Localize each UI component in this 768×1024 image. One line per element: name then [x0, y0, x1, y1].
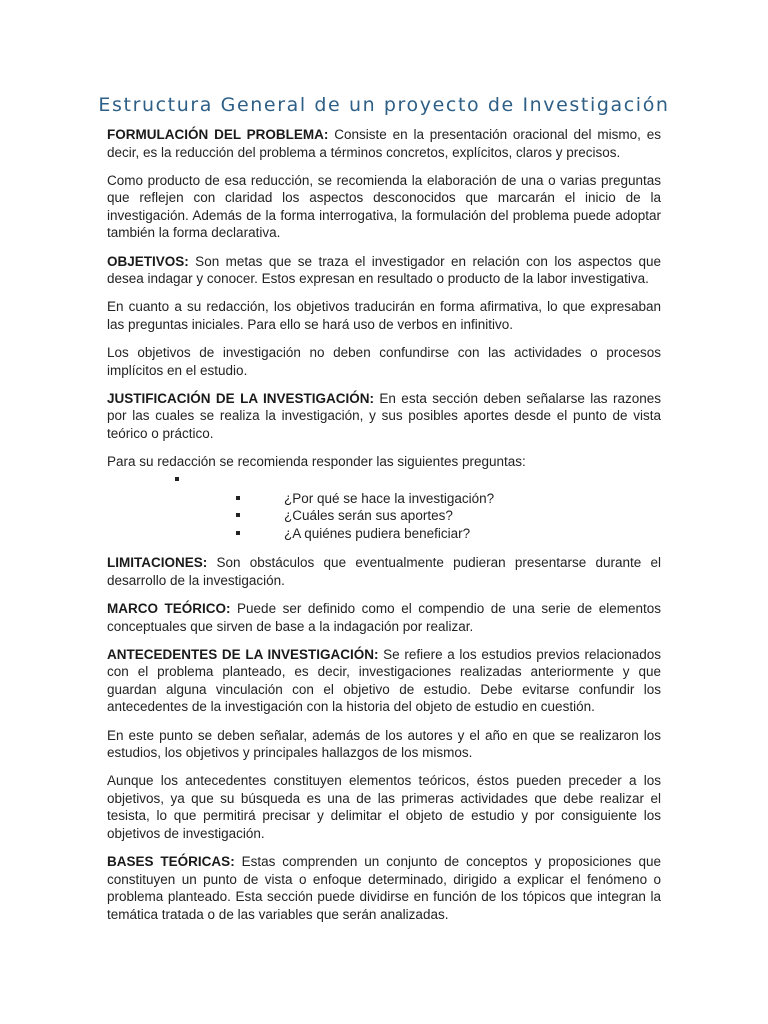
document-body [107, 126, 661, 934]
bullet-square-icon [175, 477, 179, 481]
paragraph-objetivos-2: En cuanto a su redacción, los objetivos traducirán en forma afirmativa, lo que expresaban las preguntas iniciales. Para ello se hará uso de verbos en infinitivo. [107, 299, 661, 332]
list-item [107, 490, 661, 508]
list-item [107, 525, 661, 543]
heading-limitaciones: LIMITACIONES: [107, 555, 208, 571]
text-justificacion: En esta sección deben señalarse las razones por las cuales se realiza la investigación, y sus posibles aportes desde el punto de vista teórico o práctico. [107, 390, 661, 441]
questions-list [107, 490, 661, 543]
text-objetivos: Son metas que se traza el investigador en relación con los aspectos que desea indagar y conocer. Estos expresan en resultado o producto de la labor investigativa. [107, 253, 661, 287]
paragraph-formulacion-2: Como producto de esa reducción, se recomienda la elaboración de una o varias preguntas que reflejen con claridad los aspectos desconocidos que marcarán el inicio de la investigación. Además de la forma interrogativa, la formulación del problema puede adoptar también la forma declarativa. [107, 172, 661, 241]
paragraph-justificacion [107, 390, 661, 443]
question-text: ¿Por qué se hace la investigación? [284, 490, 495, 506]
paragraph-objetivos-3: Los objetivos de investigación no deben confundirse con las actividades o procesos implícitos en el estudio. [107, 344, 661, 378]
empty-bullet [107, 473, 661, 490]
text-bases: Estas comprenden un conjunto de conceptos y proposiciones que constituyen un punto de vista o enfoque determinado, dirigido a explicar el fenómeno o problema planteado. Esta sección puede dividirse en función de los tópicos que integran la temática tratada o de las variables que serán analizadas. [107, 854, 661, 922]
paragraph-antecedentes-2: En este punto se deben señalar, además de los autores y el año en que se realizaron los estudios, los objetivos y principales hallazgos de los mismos. [107, 727, 661, 761]
question-text: ¿A quiénes pudiera beneficiar? [284, 525, 471, 541]
paragraph-antecedentes [107, 646, 661, 716]
bullet-square-icon [236, 531, 240, 535]
text-antecedentes: Se refiere a los estudios previos relacionados con el problema planteado, es decir, investigaciones realizadas anteriormente y que guardan alguna vinculación con el objetivo de estudio. Debe evitarse confundir los antecedentes de la investigación con la historia del objeto de estudio en cuestión. [107, 646, 661, 715]
heading-bases: BASES TEÓRICAS: [107, 854, 235, 870]
text-formulacion: Consiste en la presentación oracional del mismo, es decir, es la reducción del problema a términos concretos, explícitos, claros y precisos. [107, 127, 661, 160]
paragraph-limitaciones [107, 554, 661, 589]
heading-antecedentes: ANTECEDENTES DE LA INVESTIGACIÓN: [107, 646, 379, 662]
bullet-square-icon [236, 496, 240, 500]
paragraph-objetivos [107, 253, 661, 288]
heading-formulacion: FORMULACIÓN DEL PROBLEMA: [107, 127, 329, 142]
text-limitaciones: Son obstáculos que eventualmente pudieran presentarse durante el desarrollo de la investigación. [107, 555, 661, 588]
bullet-square-icon [236, 513, 240, 517]
paragraph-marco [107, 600, 661, 635]
paragraph-antecedentes-3: Aunque los antecedentes constituyen elementos teóricos, éstos pueden preceder a los objetivos, ya que su búsqueda es una de las primeras actividades que debe realizar el tesista, lo que permitirá precisar y delimitar el objeto de estudio y por consiguiente los objetivos de investigación. [107, 773, 661, 841]
paragraph-bases [107, 853, 661, 923]
paragraph-formulacion [107, 126, 661, 161]
heading-objetivos: OBJETIVOS: [107, 253, 189, 269]
heading-marco: MARCO TEÓRICO: [107, 600, 231, 616]
list-item [107, 507, 661, 525]
heading-justificacion: JUSTIFICACIÓN DE LA INVESTIGACIÓN: [107, 390, 374, 406]
paragraph-justificacion-2: Para su redacción se recomienda responder las siguientes preguntas: [107, 453, 526, 469]
document-title: Estructura General de un proyecto de Investigación [98, 94, 670, 116]
text-marco: Puede ser definido como el compendio de una serie de elementos conceptuales que sirven de base a la indagación por realizar. [107, 600, 661, 634]
question-text: ¿Cuáles serán sus aportes? [284, 508, 453, 524]
